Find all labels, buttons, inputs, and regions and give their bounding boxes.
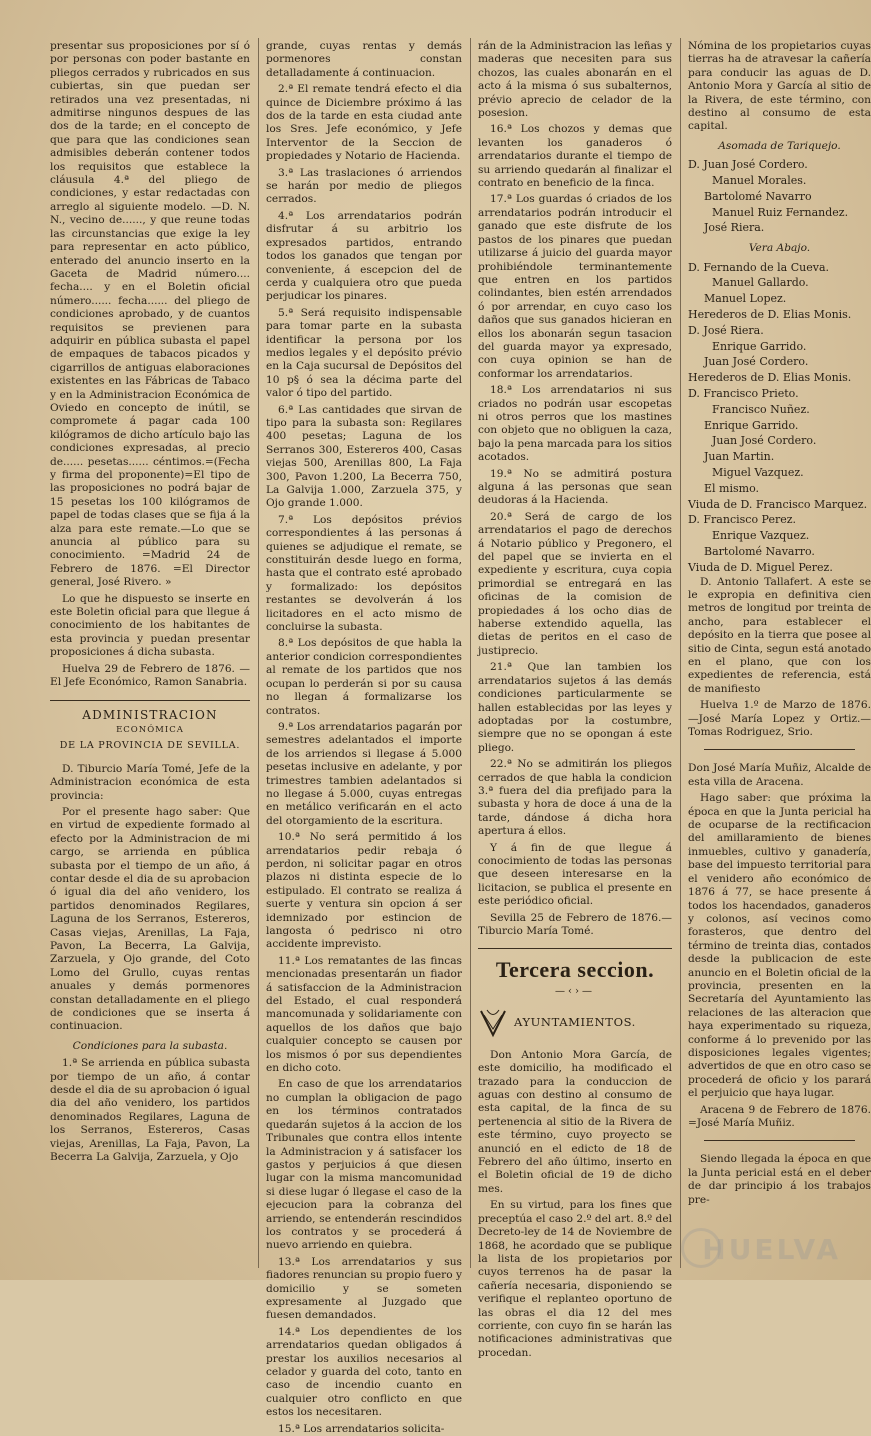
divider <box>704 749 855 750</box>
column-rule <box>470 38 471 1268</box>
list-item: Enrique Garrido. <box>704 418 799 432</box>
paragraph: 20.ª Será de cargo de los arrendatarios el pago de derechos á Notario público y Pregonero, el del papel que se invierta en el expediente y escritura, cuya copia primordial se entregará en las oficinas de la comision de propiedades á los ocho dias de haberse extendido aquella, las dietas de peritos en el caso de justiprecio. <box>478 510 672 657</box>
list-item: Juan José Cordero. <box>712 434 817 448</box>
list-item: Manuel Ruiz Fernandez. <box>712 205 849 219</box>
section-divider <box>478 948 672 949</box>
paragraph: 11.ª Los rematantes de las fincas mencionadas presentarán un fiador á satisfaccion de la Administracion del Estado, el cual responderá mancomunada y solidariamente con aquellos de los daños que bajo cualquier concepto se causen por los mismos ó por sus dependientes en dicho coto. <box>266 954 462 1075</box>
column-rule <box>680 38 681 1268</box>
paragraph: Lo que he dispuesto se inserte en este Boletin oficial para que llegue á conocimiento de los habitantes de esta provincia y puedan presentar proposiciones á dicha subasta. <box>50 592 250 659</box>
signature-line: Huelva 29 de Febrero de 1876. —El Jefe Económico, Ramon Sanabria. <box>50 662 250 689</box>
list-item: Enrique Vazquez. <box>712 529 810 543</box>
paragraph: En su virtud, para los fines que preceptúa el caso 2.º del art. 8.º del Decreto-ley de 14 de Noviembre de 1868, he acordado que se publique la lista de los propietarios por cuyos terrenos ha de pasar la cañería necesaria, disponiendo se verifique el replanteo oportuno de las obras el dia 12 del mes corriente, con cuyo fin se harán las notificaciones administrativas que procedan. <box>478 1199 672 1359</box>
paragraph: En caso de que los arrendatarios no cumplan la obligacion de pago en los términos contratados quedarán sujetos á la accion de los Tribunales que contra ellos intente la Administracion y á satisfacer los gastos y perjuicios á que diesen lugar con la misma mancomunidad si diese lugar ó llegase el caso de la ejecucion para la cobranza del arriendo, se entenderán rescindidos los contratos y se procederá á nuevo arriendo en quiebra. <box>266 1078 462 1252</box>
paragraph: 4.ª Los arrendatarios podrán disfrutar á su arbitrio los expresados partidos, entrando todos los ganados que tengan por conveniente, á escepcion del de cerda y cualquiera otro que pueda perjudicar los pinares. <box>266 209 462 303</box>
paragraph: 7.ª Los depósitos prévios correspondientes á las personas á quienes se adjudique el remate, se constituirán desde luego en forma, hasta que el contrato esté aprobado y formalizado: los depósitos restantes se devolverán á los licitadores en el acto mismo de concluirse la subasta. <box>266 513 462 634</box>
paragraph: Don Antonio Mora García, de este domicilio, ha modificado el trazado para la conduccion de aguas con destino al consumo de esta capital, de la finca de su pertenencia al sitio de la Rivera de este término, cuyo proyecto se anunció en el edicto de 18 de Febrero del año último, inserto en el Boletin oficial de 19 de dicho mes. <box>478 1048 672 1195</box>
ayuntamientos-heading: AYUNTAMIENTOS. <box>514 1015 636 1030</box>
list-item: Francisco Nuñez. <box>712 402 810 416</box>
list-item: D. Francisco Perez. <box>688 513 797 527</box>
section-title: Tercera seccion. <box>495 957 655 983</box>
owners-list <box>688 260 871 576</box>
list-item: Bartolomé Navarro <box>704 189 812 203</box>
paragraph: 5.ª Será requisito indispensable para tomar parte en la subasta identificar la persona por los medios legales y el depósito prévio en la Caja sucursal de Depósitos del 10 p§ ó sea la décima parte del valor ó tipo del partido. <box>266 306 462 400</box>
column-4 <box>688 40 871 1272</box>
paragraph: Y á fin de que llegue á conocimiento de todas las personas que deseen interesarse en la licitacion, se publica el presente en este periódico oficial. <box>478 841 672 908</box>
divider <box>704 1140 855 1141</box>
list-item: Manuel Gallardo. <box>712 276 809 290</box>
list-item: Herederos de D. Elias Monis. <box>688 308 852 322</box>
list-item: D. Francisco Prieto. <box>688 387 799 401</box>
signature-line: Huelva 1.º de Marzo de 1876. —José María Lopez y Ortiz.—Tomas Rodriguez, Srio. <box>688 699 871 739</box>
owners-list <box>688 157 871 236</box>
list-item: D. José Riera. <box>688 323 764 337</box>
list-item: Juan José Cordero. <box>704 355 809 369</box>
list-item: D. Fernando de la Cueva. <box>688 260 830 274</box>
paragraph: 3.ª Las traslaciones ó arriendos se harán por medio de pliegos cerrados. <box>266 166 462 206</box>
list-item: Manuel Lopez. <box>704 292 787 306</box>
ayuntamientos-header <box>478 1007 672 1039</box>
quill-ornament-icon <box>478 1007 508 1039</box>
paragraph: D. Antonio Tallafert. A este se le expropia en definitiva cien metros de longitud por treinta de ancho, para establecer el depósito en la tierra que posee al sitio de Cinta, segun está anotado en el plano, que con los expedientes de referencia, está de manifiesto <box>688 575 871 695</box>
column-rule <box>258 38 259 1268</box>
ornament: —‹›— <box>555 986 595 998</box>
list-item: Herederos de D. Elias Monis. <box>688 371 852 385</box>
paragraph: 14.ª Los dependientes de los arrendatarios quedan obligados á prestar los auxilios necesarios al celador y guarda del coto, tanto en caso de incendio cuanto en cualquier otro conflicto en que estos los necesitaren. <box>266 1325 462 1419</box>
paragraph: grande, cuyas rentas y demás pormenores constan detalladamente á continuacion. <box>266 40 462 79</box>
watermark: HUELVA <box>702 1233 841 1266</box>
paragraph: presentar sus proposiciones por sí ó por personas con poder bastante en pliegos cerrados y rubricados en sus cubiertas, sin que puedan ser retirados una vez presentadas, ni admitirse ningunos despues de las dos de la tarde; en el concepto de que para que las condiciones sean admisibles deberán contener todos los requisitos que establece la cláusula 4.ª del pliego de condiciones, y estar redactadas con arreglo al siguiente modelo. —D. N. N., vecino de......, y que reune todas las circunstancias que exige la ley para representar en acto público, enterado del anuncio inserto en la Gaceta de Madrid número.... fecha.... y en el Boletin oficial número...... fecha...... del pliego de condiciones aprobado, y de cuantos requisitos se previenen para adquirir en pública subasta el papel de empaques de tabacos picados y cigarrillos de antiguas elaboraciones existentes en las Fábricas de Tabaco y en la Administracion Económica de Oviedo en concepto de inútil, se compromete á pagar cada 100 kilógramos de dicho artículo bajo las condiciones expresadas, al precio de...... pesetas...... céntimos.=(Fecha y firma del proponente)=El tipo de las proposiciones no podrá bajar de 15 pesetas los 100 kilógramos de papel de todas clases que se fija á la alza para este remate.—Lo que se anuncia al público para su conocimiento. =Madrid 24 de Febrero de 1876. =El Director general, José Rivero. » <box>50 40 250 589</box>
list-item: Bartolomé Navarro. <box>704 544 815 558</box>
signature-line: Aracena 9 de Febrero de 1876. =José María Muñiz. <box>688 1103 871 1130</box>
list-item: Miguel Vazquez. <box>712 466 804 479</box>
paragraph: 2.ª El remate tendrá efecto el dia quince de Diciembre próximo á las dos de la tarde en esta ciudad ante los Sres. Jefe económico, y Jefe Interventor de la Seccion de propiedades y Notario de Hacienda. <box>266 83 462 163</box>
signature-line: Sevilla 25 de Febrero de 1876.—Tiburcio María Tomé. <box>478 911 672 937</box>
section-subheading: DE LA PROVINCIA DE SEVILLA. <box>59 740 241 752</box>
paragraph: 19.ª No se admitirá postura alguna á las personas que sean deudoras á la Hacienda. <box>478 467 672 507</box>
list-item: Viuda de D. Francisco Marquez. <box>688 497 868 511</box>
column-3 <box>478 40 672 1359</box>
list-item: Enrique Garrido. <box>712 339 807 353</box>
column-2 <box>266 40 462 1435</box>
paragraph: 15.ª Los arrendatarios solicita- <box>278 1422 445 1435</box>
paragraph: 8.ª Los depósitos de que habla la anterior condicion correspondientes al remate de los partidos que nos ocupan lo perderán si por su causa no llegan á formalizarse los contratos. <box>266 637 462 717</box>
paragraph: 10.ª No será permitido á los arrendatarios pedir rebaja ó perdon, ni solicitar pagar en otros plazos ni distinta especie de lo estipulado. El contrato se realiza á suerte y ventura sin opcion á ser idemnizado por estincion de langosta ó pedrisco ni otro accidente imprevisto. <box>266 831 462 951</box>
list-item: El mismo. <box>704 481 759 495</box>
paragraph: 17.ª Los guardas ó criados de los arrendatarios podrán introducir el ganado que este disfrute de los pastos de los pinares que puedan utilizarse á juicio del guarda mayor prohibiéndole terminantemente que entren en los partidos colindantes, bien estén arrendados ó por arrendar, en cuyo caso los daños que sus ganados hicieran en ellos los abonarán segun tasacion del guarda mayor ya expresado, con cuya opinion se han de conformar los arrendatarios. <box>478 193 672 380</box>
paragraph: 9.ª Los arrendatarios pagarán por semestres adelantados el importe de los arriendos si llegase á 5.000 pesetas inclusive en adelante, y por trimestres tambien adelantados si no llegase á 5.000, cuyas entregas en metálico verificarán en el acto del otorgamiento de la escritura. <box>266 720 462 827</box>
list-item: Juan Martin. <box>704 450 775 464</box>
list-item: Manuel Morales. <box>712 174 807 188</box>
paragraph: Por el presente hago saber: Que en virtud de expediente formado al efecto por la Administracion de mi cargo, se arrienda en pública subasta por el tiempo de un año, á contar desde el dia de su aprobacion ó igual dia del año venidero, los partidos denominados Regilares, Laguna de los Serranos, Estereros, Casas viejas, Arenillas, La Faja, Pavon, La Becerra, La Galvija, Zarzuela, y Ojo grande, del Coto Lomo del Grullo, cuyas rentas anuales y demás pormenores constan detalladamente en el pliego de condiciones que se inserta á continuacion. <box>50 805 250 1033</box>
paragraph: 6.ª Las cantidades que sirvan de tipo para la subasta son: Regilares 400 pesetas; Laguna de los Serranos 300, Estereros 400, Casas viejas 500, Arenillas 800, La Faja 300, Pavon 1.200, La Becerra 750, La Galvija 1.000, Zarzuela 375, y Ojo grande 1.000. <box>266 403 462 510</box>
paragraph: Don José María Muñiz, Alcalde de esta villa de Aracena. <box>688 762 871 788</box>
section-divider <box>50 700 250 701</box>
paragraph: 18.ª Los arrendatarios ni sus criados no podrán usar escopetas ni otros perros que los mastines con objeto que no obliguen la caza, bajo la pena marcada para los sitios acotados. <box>478 384 672 464</box>
paragraph: 21.ª Que lan tambien los arrendatarios sujetos á las demás condiciones particularmente se hallen establecidas por las leyes y adoptadas por la costumbre, siempre que no se opongan á este pliego. <box>478 661 672 754</box>
paragraph: 1.ª Se arrienda en pública subasta por tiempo de un año, á contar desde el dia de su aprobacion ó igual dia del año venidero, los partidos denominados Regilares, Laguna de los Serranos, Estereros, Casas viejas, Arenillas, La Faja, Pavon, La Becerra La Galvija, Zarzuela, y Ojo <box>50 1057 250 1164</box>
location-heading: Asomada de Tariquejo. <box>718 139 841 152</box>
column-1 <box>50 40 250 1272</box>
paragraph: Hago saber: que próxima la época en que la Junta pericial ha de ocuparse de la rectificacion del amillaramiento de bienes inmuebles, cultivo y ganadería, base del impuesto territorial para el venidero año económico de 1876 á 77, se hace presente á todos los hacendados, ganaderos y colonos, así vecinos como forasteros, que dentro del término de treinta dias, contados desde la publicacion de este anuncio en el Boletin oficial de la provincia, presenten en la Secretaría del Ayuntamiento las relaciones de las alteracion que haya experimentado su riqueza, conforme á lo prevenido por las disposiciones legales vigentes; advertidos de que en otro caso se procederá de oficio y los parará el perjuicio que haya lugar. <box>688 792 871 1100</box>
list-item: José Riera. <box>704 221 765 235</box>
section-subheading: ECONÓMICA <box>116 724 184 735</box>
list-item: D. Juan José Cordero. <box>688 158 808 172</box>
paragraph: Siendo llegada la época en que la Junta pericial está en el deber de dar principio á los trabajos pre- <box>688 1153 871 1206</box>
paragraph: rán de la Administracion las leñas y maderas que necesiten para sus chozos, las cuales abonarán en el acto á la misma ó sus subalternos, prévio aprecio de celador de la posesion. <box>478 40 672 120</box>
paragraph: D. Tiburcio María Tomé, Jefe de la Administracion económica de esta provincia: <box>50 762 250 802</box>
paragraph: 16.ª Los chozos y demas que levanten los ganaderos ó arrendatarios durante el tiempo de su arriendo quedarán al finalizar el contrato en beneficio de la finca. <box>478 123 672 190</box>
section-heading: ADMINISTRACION <box>82 707 218 722</box>
paragraph: 22.ª No se admitirán los pliegos cerrados de que habla la condicion 3.ª fuera del dia prefijado para la subasta y hora de doce á una de la tarde, dándose á dicha hora apertura á ellos. <box>478 758 672 838</box>
location-heading: Vera Abajo. <box>748 242 811 255</box>
list-item: Viuda de D. Miguel Perez. <box>688 560 833 574</box>
paragraph: 13.ª Los arrendatarios y sus fiadores renuncian su propio fuero y domicilio y se someten expresamente al Juzgado que fuesen demandados. <box>266 1255 462 1322</box>
conditions-heading: Condiciones para la subasta. <box>72 1039 228 1052</box>
paragraph: Nómina de los propietarios cuyas tierras ha de atravesar la cañería para conducir las aguas de D. Antonio Mora y García al sitio de la Rivera, de este término, con destino al consumo de esta capital. <box>688 40 871 133</box>
